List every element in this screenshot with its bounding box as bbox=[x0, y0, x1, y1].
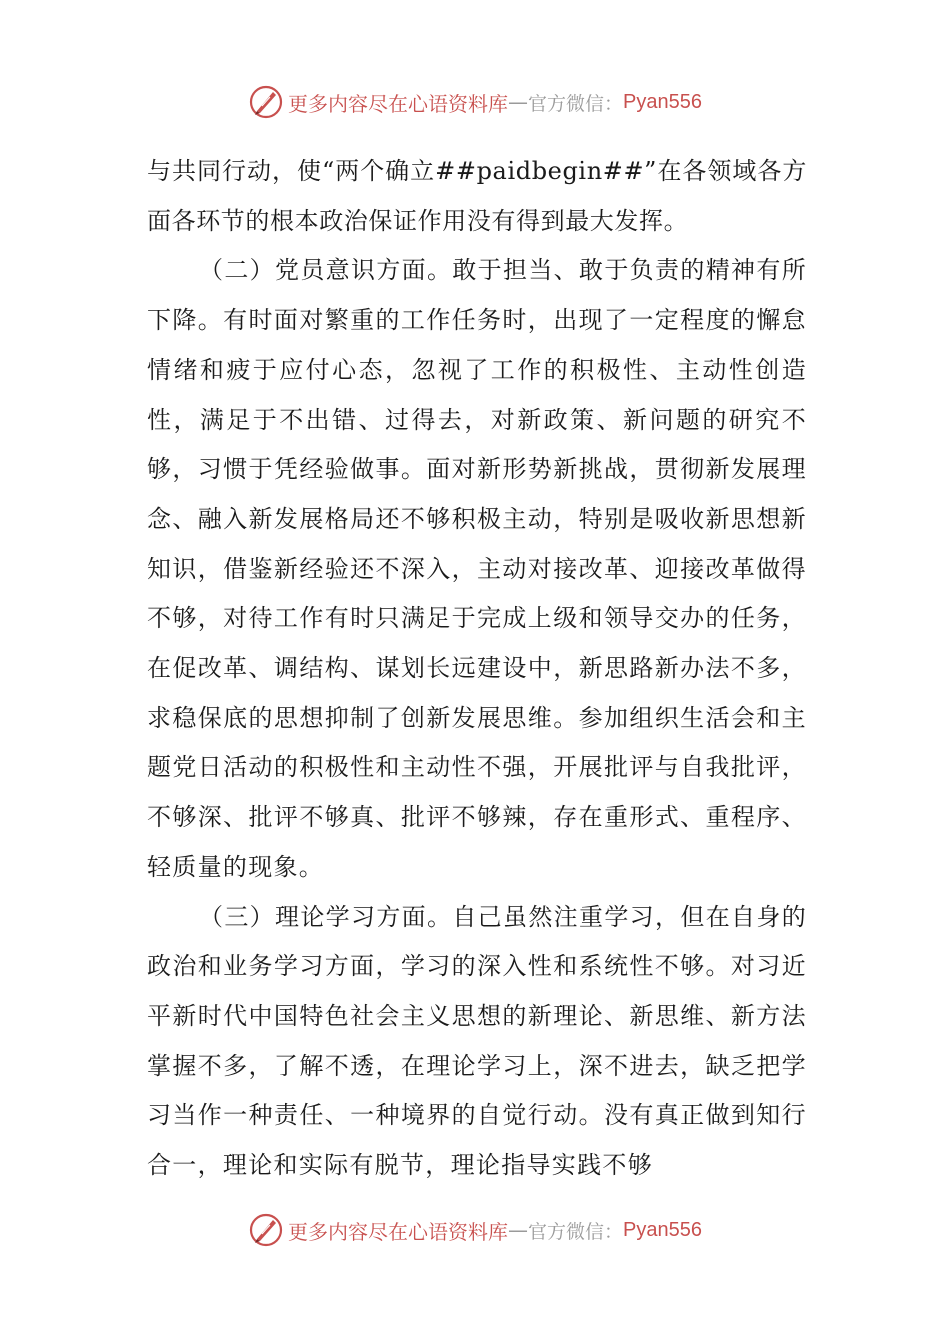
wechat-id: Pyan556 bbox=[623, 1218, 702, 1241]
wechat-id: Pyan556 bbox=[623, 90, 702, 113]
wechat-label: 官方微信： bbox=[528, 1220, 624, 1243]
banner-separator: — bbox=[508, 1218, 528, 1242]
site-name: 更多内容尽在心语资料库 bbox=[288, 91, 508, 116]
paragraph-theory-study: （三）理论学习方面。自己虽然注重学习，但在自身的政治和业务学习方面，学习的深入性和系统性不够。对习近平新时代中国特色社会主义思想的新理论、新思维、新方法掌握不多，了解不透，在理论学习上，深不进去，缺乏把学习当作一种责任、一种境界的自觉行动。没有真正做到知行合一，理论和实际有脱节，理论指导实践不够 bbox=[147, 902, 807, 1180]
document-body bbox=[147, 147, 807, 1191]
wechat-label: 官方微信： bbox=[528, 92, 624, 115]
quill-pen-logo-icon bbox=[248, 1212, 284, 1248]
header-watermark-banner bbox=[0, 80, 950, 124]
paragraph-party-awareness: （二）党员意识方面。敢于担当、敢于负责的精神有所下降。有时面对繁重的工作任务时，出现了一定程度的懈怠情绪和疲于应付心态，忽视了工作的积极性、主动性创造性，满足于不出错、过得去，对新政策、新问题的研究不够，习惯于凭经验做事。面对新形势新挑战，贯彻新发展理念、融入新发展格局还不够积极主动，特别是吸收新思想新知识，借鉴新经验还不深入，主动对接改革、迎接改革做得不够，对待工作有时只满足于完成上级和领导交办的任务，在促改革、调结构、谋划长远建设中，新思路新办法不多，求稳保底的思想抑制了创新发展思维。参加组织生活会和主题党日活动的积极性和主动性不强，开展批评与自我批评，不够深、批评不够真、批评不够辣，存在重形式、重程序、轻质量的现象。 bbox=[147, 256, 807, 881]
paragraph-continuation: 与共同行动，使“两个确立##paidbegin##”在各领域各方面各环节的根本政治保证作用没有得到最大发挥。 bbox=[147, 157, 807, 235]
quill-pen-logo-icon bbox=[248, 84, 284, 120]
banner-separator: — bbox=[508, 90, 528, 114]
footer-watermark-banner bbox=[0, 1208, 950, 1252]
site-name: 更多内容尽在心语资料库 bbox=[288, 1219, 508, 1244]
